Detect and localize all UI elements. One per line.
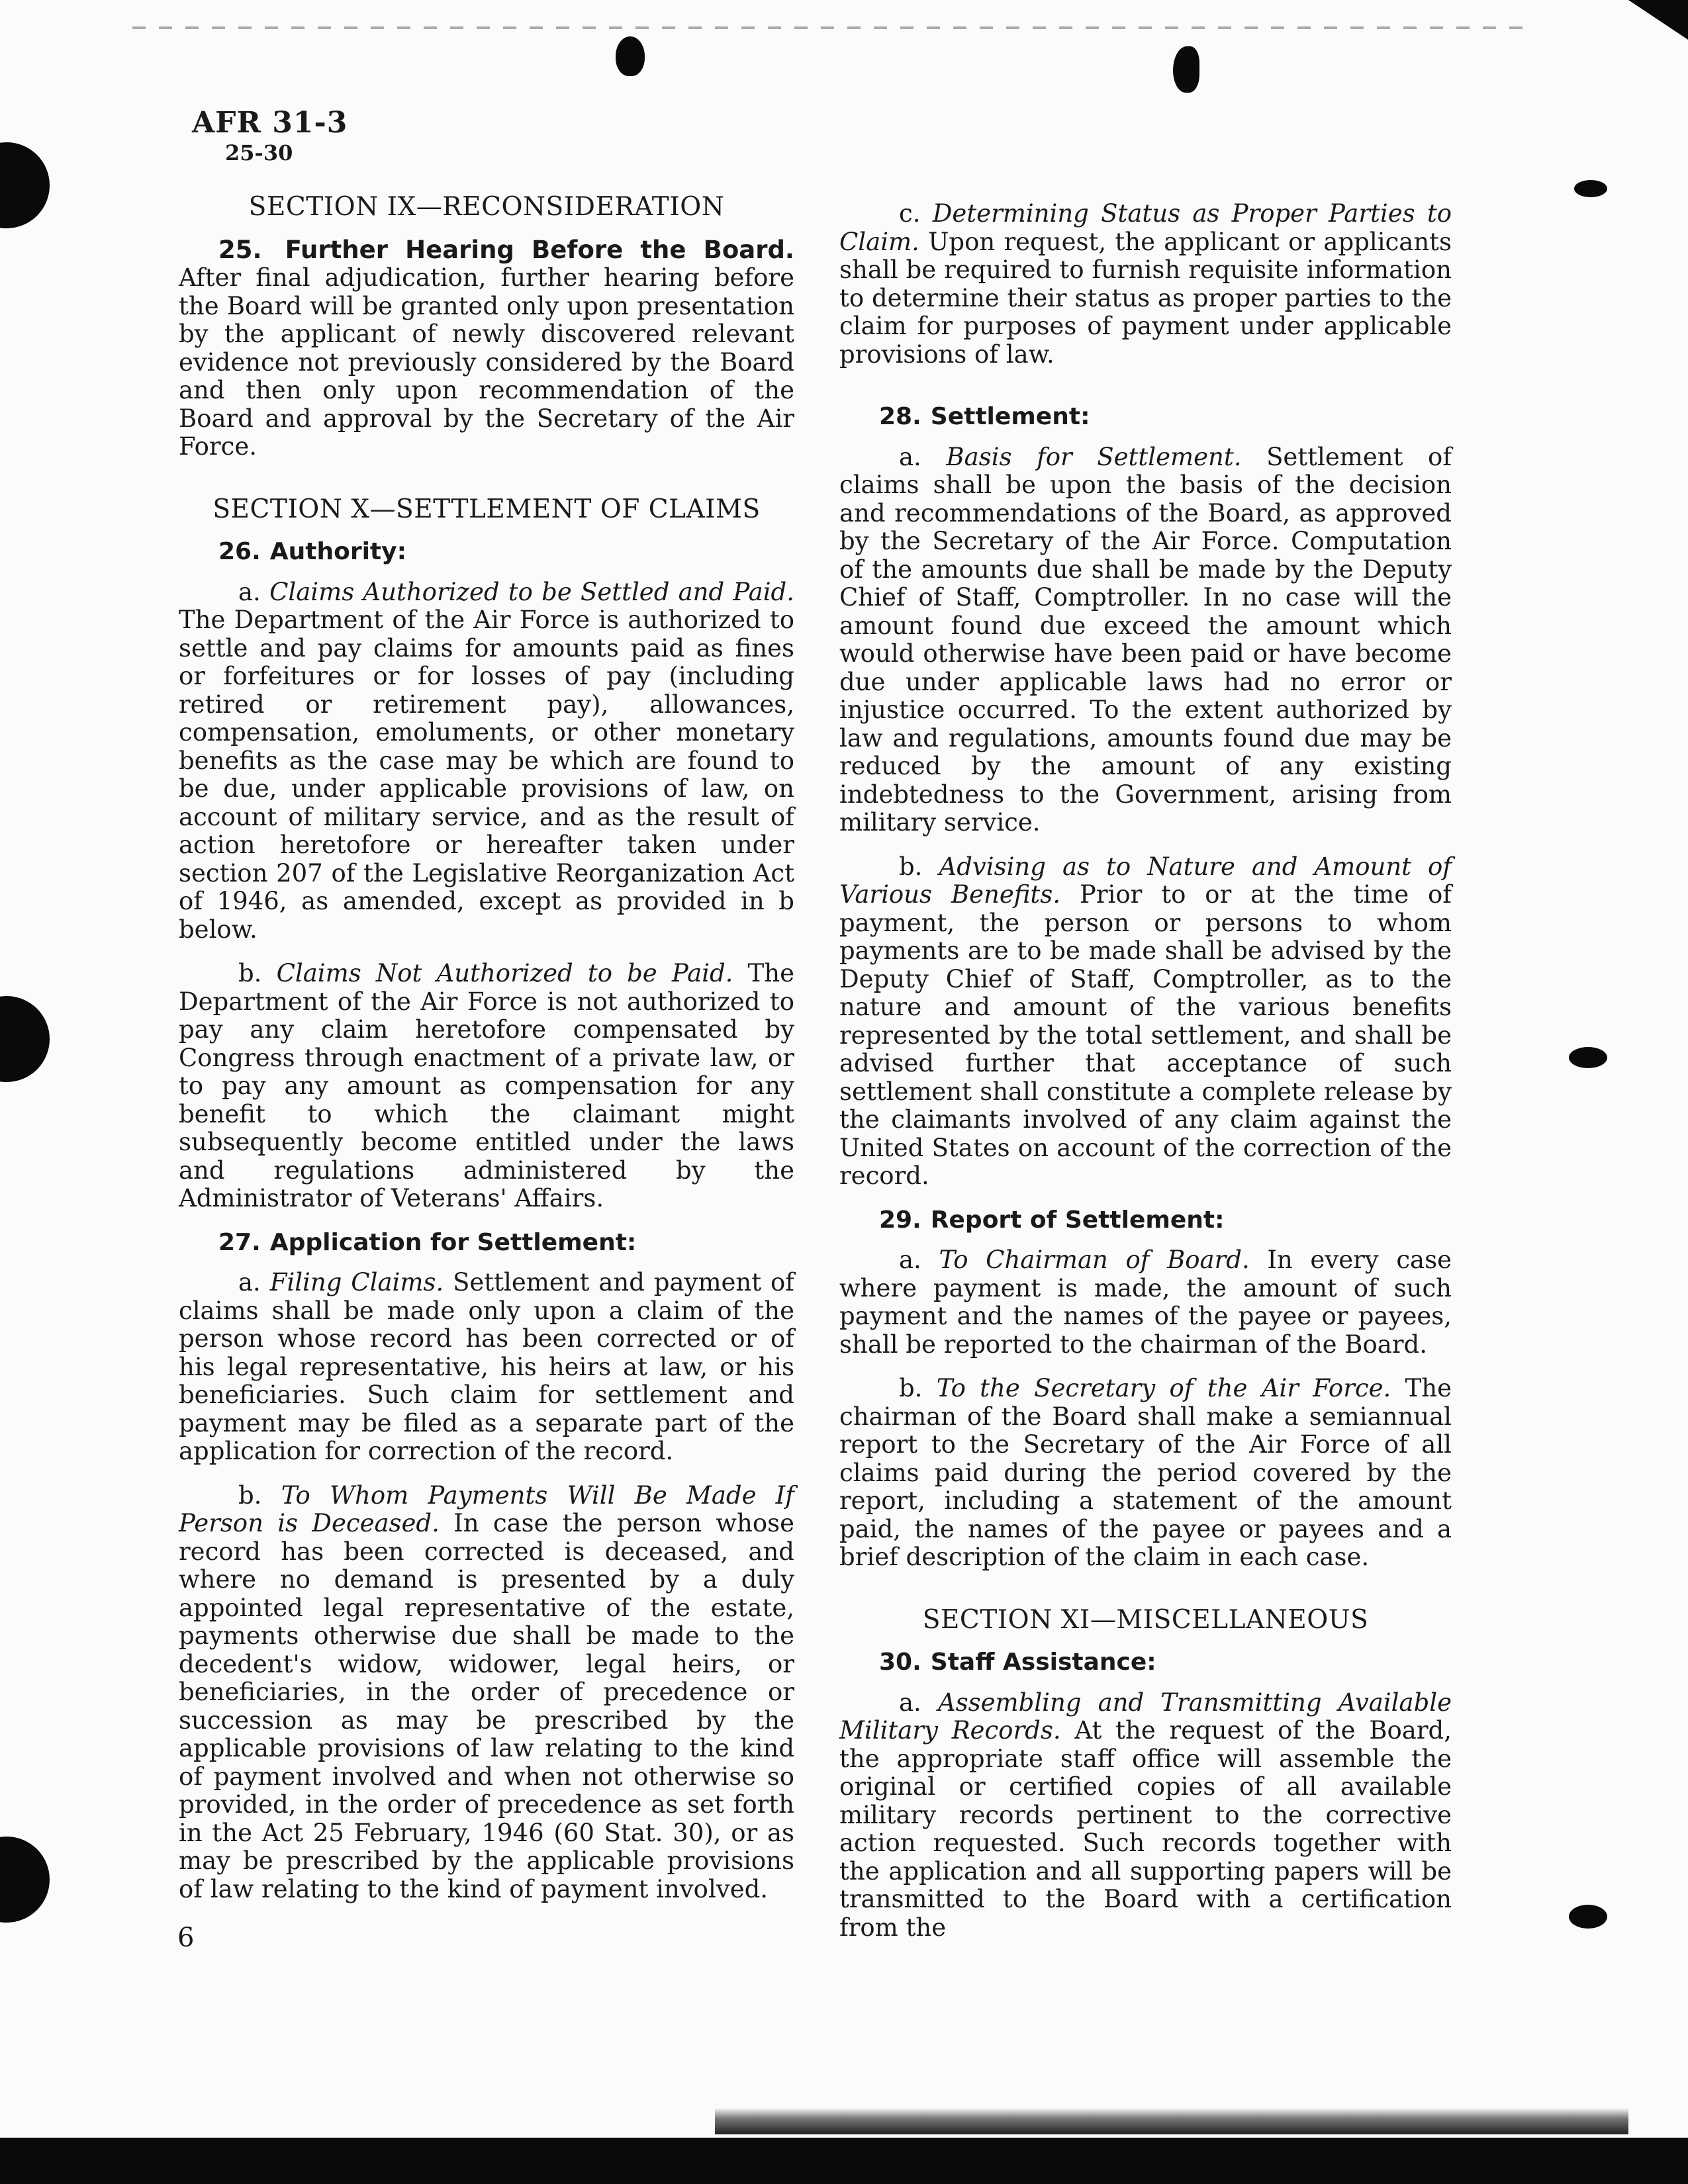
paragraph-26a-lead: Claims Authorized to be Settled and Paid. (269, 577, 794, 606)
paragraph-26-title: Authority: (269, 538, 407, 565)
paragraph-27c-lead: Determining Status as Proper Parties to Claim. (839, 199, 1452, 256)
paragraph-26b-body: The Department of the Air Force is not authorized to pay any claim heretofore compensated by Congress through enactment of a private law, or to pay any amount as compensation for any benefit to which the claimant might subsequently become entitled under the laws and regulations administered by the Administrator of Veterans' Affairs. (179, 959, 794, 1212)
paragraph-28b (839, 853, 1452, 1191)
paragraph-27a (179, 1269, 794, 1466)
paragraph-28a-lead: Basis for Settlement. (946, 442, 1242, 471)
paragraph-27-title: Application for Settlement: (269, 1228, 637, 1256)
paragraph-29b-label: b. (899, 1374, 923, 1402)
scan-bottom-shadow (715, 2108, 1628, 2134)
paragraph-26a (179, 578, 794, 944)
paragraph-27-number: 27. (218, 1228, 261, 1256)
paragraph-29b-lead: To the Secretary of the Air Force. (936, 1374, 1391, 1402)
paragraph-28-number: 28. (879, 403, 921, 430)
paragraph-28a-label: a. (899, 442, 921, 471)
scan-bottom-border (0, 2138, 1688, 2184)
paragraph-29-heading (839, 1206, 1452, 1235)
paragraph-26-heading (179, 538, 794, 567)
paragraph-27b (179, 1482, 794, 1904)
scan-blot-top-1 (616, 36, 645, 76)
paragraph-26b (179, 960, 794, 1213)
scan-blot-right-3 (1569, 1905, 1607, 1929)
scan-top-line (132, 26, 1523, 29)
paragraph-27a-lead: Filing Claims. (269, 1268, 444, 1297)
paragraph-30-heading (839, 1649, 1452, 1677)
punch-hole-top (0, 142, 50, 228)
paragraph-30a (839, 1689, 1452, 1942)
paragraph-30a-lead: Assembling and Transmitting Available Military Records. (839, 1688, 1452, 1745)
paragraph-25 (179, 236, 794, 461)
paragraph-28-heading (839, 403, 1452, 432)
paragraph-28b-lead: Advising as to Nature and Amount of Various Benefits. (839, 852, 1452, 909)
paragraph-29-title: Report of Settlement: (930, 1206, 1225, 1234)
paragraph-28b-label: b. (899, 852, 923, 881)
paragraph-30-number: 30. (879, 1649, 921, 1676)
paragraph-29-number: 29. (879, 1206, 921, 1234)
paragraph-26a-label: a. (238, 577, 261, 606)
paragraph-27-heading (179, 1229, 794, 1257)
paragraph-30-title: Staff Assistance: (930, 1649, 1156, 1676)
paragraph-25-number: 25. (218, 235, 262, 264)
paragraph-25-heading: Further Hearing Before the Board. (285, 235, 794, 264)
right-column (839, 200, 1452, 1958)
paragraph-27b-label: b. (238, 1480, 262, 1510)
paragraph-29b (839, 1375, 1452, 1572)
paragraph-27b-body: In case the person whose record has been corrected is deceased, and where no demand is presented by a duly appointed legal representative of the estate, payments otherwise due shall be made to the decedent's widow, widower, legal heirs, or beneficiaries, in the order of precedence or succession as may be prescribed by the applicable provisions of law relating to the kind of payment involved and when not otherwise so provided, in the order of precedence as set forth in the Act 25 February, 1946 (60 Stat. 30), or as may be prescribed by the applicable provisions of law relating to the kind of payment involved. (179, 1509, 795, 1903)
paragraph-range: 25-30 (225, 140, 293, 165)
paragraph-26a-body: The Department of the Air Force is authorized to settle and pay claims for amounts paid as fines or forfeitures or for losses of pay (including retired or retirement pay), allowances, compensation, emoluments, or other monetary benefits as the case may be which are found to be due, under applicable provisions of law, on account of military service, and as the result of action heretofore or hereafter taken under section 207 of the Legislative Reorganization Act of 1946, as amended, except as provided in b below. (179, 606, 794, 944)
paragraph-27b-lead: To Whom Payments Will Be Made If Person is Deceased. (179, 1480, 794, 1537)
regulation-code: AFR 31-3 (192, 106, 348, 140)
paragraph-28a (839, 443, 1452, 837)
paragraph-27a-label: a. (238, 1268, 261, 1297)
paragraph-29a-label: a. (899, 1246, 921, 1274)
left-column (179, 193, 794, 1919)
paragraph-30a-body: At the request of the Board, the appropriate staff office will assemble the original or certified copies of all available military records pertinent to the corrective action requested. Such records together with the application and all supporting papers will be transmitted to the Board with a certification from the (839, 1716, 1452, 1942)
paragraph-25-body: After final adjudication, further hearing before the Board will be granted only upon presentation by the applicant of newly discovered relevant evidence not previously considered by the Board and then only upon recommendation of the Board and approval by the Secretary of the Air Force. (179, 263, 794, 461)
section-xi-title: SECTION XI—MISCELLANEOUS (922, 1604, 1369, 1635)
paragraph-26-number: 26. (218, 538, 261, 565)
paragraph-29a (839, 1246, 1452, 1359)
page-number: 6 (177, 1923, 195, 1953)
paragraph-29b-body: The chairman of the Board shall make a semiannual report to the Secretary of the Air Force of all claims paid during the period covered by the report, including a statement of the amount paid, the names of the payee or payees and a brief description of the claim in each case. (839, 1374, 1452, 1571)
punch-hole-bottom (0, 1837, 50, 1923)
scan-corner-shadow (1628, 0, 1688, 40)
paragraph-27c (839, 200, 1452, 369)
paragraph-28b-body: Prior to or at the time of payment, the person or persons to whom payments are to be made shall be advised by the Deputy Chief of Staff, Comptroller, as to the nature and amount of the various benefits represented by the total settlement, and shall be advised further that acceptance of such settlement shall constitute a complete release by the claimants involved of any claim against the United States on account of the correction of the record. (839, 880, 1452, 1190)
paragraph-28a-body: Settlement of claims shall be upon the basis of the decision and recommendations of the Board, as approved by the Secretary of the Air Force. Computation of the amounts due shall be made by the Deputy Chief of Staff, Comptroller. In no case will the amount found due exceed the amount which would otherwise have been paid or have become due under applicable laws had no error or injustice occurred. To the extent authorized by law and regulations, amounts found due may be reduced by the amount of any existing indebtedness to the Government, arising from military service. (839, 442, 1452, 837)
paragraph-27c-body: Upon request, the applicant or applicants shall be required to furnish requisite information to determine their status as proper parties to the claim for purposes of payment under applicable provisions of law. (839, 227, 1452, 369)
paragraph-29a-body: In every case where payment is made, the amount of such payment and the names of the payee or payees, shall be reported to the chairman of the Board. (839, 1246, 1452, 1359)
paragraph-27c-label: c. (899, 199, 921, 228)
scan-blot-top-2 (1173, 46, 1199, 93)
paragraph-28-title: Settlement: (930, 403, 1090, 430)
paragraph-30a-label: a. (899, 1688, 921, 1717)
paragraph-29a-lead: To Chairman of Board. (939, 1246, 1250, 1274)
section-x-title: SECTION X—SETTLEMENT OF CLAIMS (212, 494, 761, 524)
scan-blot-right-1 (1574, 180, 1607, 197)
paragraph-26b-label: b. (238, 959, 262, 987)
scan-blot-right-2 (1569, 1047, 1607, 1068)
section-ix-title: SECTION IX—RECONSIDERATION (248, 192, 725, 222)
punch-hole-middle (0, 996, 50, 1082)
paragraph-27a-body: Settlement and payment of claims shall be made only upon a claim of the person whose record has been corrected or of his legal representative, his heirs at law, or his beneficiaries. Such claim for settlement and payment may be filed as a separate part of the application for correction of the record. (179, 1268, 794, 1465)
paragraph-26b-lead: Claims Not Authorized to be Paid. (276, 959, 733, 987)
